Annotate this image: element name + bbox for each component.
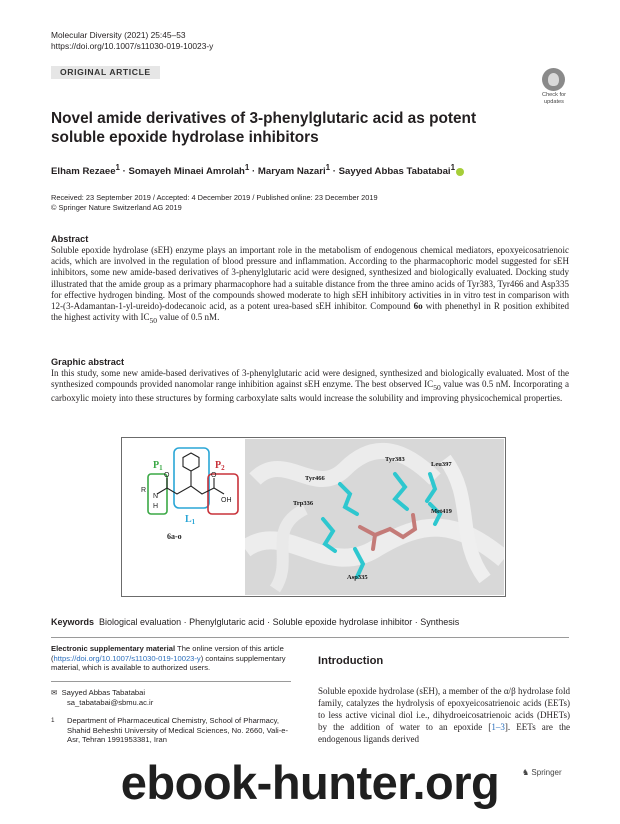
- intro-text: ]. EETs are the endogenous ligands derived: [318, 721, 570, 744]
- esm-link[interactable]: https://doi.org/10.1007/s11030-019-10023-y: [53, 653, 201, 663]
- copyright-line: © Springer Nature Switzerland AG 2019: [51, 203, 182, 212]
- author-name[interactable]: Sayyed Abbas Tabatabai: [338, 166, 451, 178]
- esm-label: Electronic supplementary material: [51, 644, 176, 653]
- author-list: [51, 163, 464, 177]
- journal-citation: Molecular Diversity (2021) 25:45–53: [51, 30, 186, 40]
- article-title: Novel amide derivatives of 3-phenylglutaric acid as potent soluble epoxide hydrolase inhibitors: [51, 110, 477, 146]
- introduction-body: [318, 686, 570, 746]
- docking-image: [245, 439, 504, 595]
- article-type-badge: ORIGINAL ARTICLE: [51, 66, 160, 79]
- r-group-label: R: [141, 487, 147, 494]
- doi-line[interactable]: https://doi.org/10.1007/s11030-019-10023-y: [51, 41, 214, 51]
- compound-id: 6o: [413, 301, 423, 312]
- check-for-updates-button[interactable]: [537, 67, 571, 107]
- docking-render: [245, 439, 504, 595]
- abstract-text: with phenethyl in R position exhibited the highest activity with IC: [51, 301, 569, 323]
- ga-text: value was 0.5 nM. Incorporating a carboxylic moiety into these structures by forming carboxylate salts would increase the solubility and improving physicochemical properties.: [51, 379, 569, 404]
- author-separator: ·: [249, 166, 258, 178]
- supplementary-note: [51, 644, 291, 673]
- author-name[interactable]: Maryam Nazari: [257, 166, 326, 178]
- introduction-heading: Introduction: [318, 655, 384, 667]
- subscript: 50: [433, 383, 441, 392]
- author-name[interactable]: Somayeh Minaei Amrolah: [128, 166, 245, 178]
- p2-label: $P_2$: [215, 460, 225, 472]
- author-separator: ·: [119, 166, 129, 178]
- chemical-structure: [122, 438, 242, 596]
- corresponding-author: [51, 688, 291, 707]
- ga-text: In this study, some new amide-based derivatives of 3-phenylglutaric acid were designed, synthesized and biologically evaluated. Most of the synthesized compounds provided nanomolar range inhibition against sEH enzyme. The best observed IC: [51, 368, 569, 390]
- affil-sup: 1: [450, 163, 456, 172]
- residue-label-tyr383: Tyr383: [385, 456, 405, 463]
- intro-text: Soluble epoxide hydrolase (sEH), a member of the α/β hydrolase fold family, catalyzes the hydrolysis of epoxyeicosatrienoic acids (EETs) to less active vicinal diol i.e., dihydroeicosatrienoic acids (DHETs) by the addition of water to an epoxide [: [318, 686, 570, 732]
- affil-sup: 1: [115, 163, 120, 172]
- oxygen-label: O: [164, 472, 170, 479]
- affiliation-number: 1: [51, 717, 55, 724]
- keywords-label: Keywords: [51, 617, 95, 627]
- hydrogen-label: H: [153, 503, 159, 510]
- check-updates-icon: [542, 68, 565, 91]
- residue-label-tyr466: Tyr466: [305, 475, 325, 482]
- affiliation-text: Department of Pharmaceutical Chemistry, School of Pharmacy, Shahid Beheshti University of Medical Sciences, No. 2660, Vali-e-Asr, Tehran 1991953381, Iran: [67, 716, 289, 745]
- abstract-text: Soluble epoxide hydrolase (sEH) enzyme plays an important role in the metabolism of endogenous chemical mediators, epoxyeicosatrienoic acids, which are involved in the regulation of blood pressure and inflammation. According to the pharmacophoric model suggested for sEH inhibitors, some new amide-based derivatives of 3-phenylglutaric acid were designed, synthesized and biologically evaluated. Docking study illustrated that the amide group as a primary pharmacophore had a suitable distance from the three amino acids of Tyr383, Tyr466 and Asp335 for effective hydrogen binding. Most of the compounds showed moderate to high sEH inhibitory activities in in vitro test in comparison with 12-(3-Adamantan-1-yl-ureido)-dodecanoic acid, as a potent urea-based sEH inhibitor. Compound: [51, 245, 569, 312]
- nitrogen-label: N: [153, 493, 159, 500]
- oxygen-label: O: [211, 472, 217, 479]
- residue-label-asp335: Asp335: [347, 574, 368, 581]
- divider: [51, 637, 569, 638]
- affiliation: [51, 716, 291, 745]
- springer-horse-icon: ♞: [522, 768, 530, 777]
- publisher-name: Springer: [531, 768, 562, 777]
- esm-text: ) contains supplementary material, which is available to authorized users.: [51, 653, 286, 673]
- envelope-icon: ✉: [51, 688, 58, 697]
- esm-text: The online version of this article (: [51, 644, 284, 663]
- contact-email[interactable]: sa_tabatabai@sbmu.ac.ir: [67, 697, 154, 707]
- check-updates-label: Check for updates: [542, 92, 566, 105]
- orcid-icon[interactable]: [456, 168, 464, 176]
- affil-sup: 1: [325, 163, 331, 172]
- watermark: ebook-hunter.org: [120, 756, 500, 809]
- hydroxyl-label: OH: [221, 497, 232, 504]
- citation-link[interactable]: 1–3: [491, 721, 505, 732]
- keywords: [51, 617, 459, 627]
- author-separator: ·: [330, 166, 339, 178]
- affil-sup: 1: [244, 163, 250, 172]
- graphic-abstract-heading: Graphic abstract: [51, 357, 125, 367]
- l1-label: $L_1$: [185, 514, 196, 526]
- keywords-list: Biological evaluation · Phenylglutaric acid · Soluble epoxide hydrolase inhibitor · Synthesis: [99, 617, 460, 627]
- abstract-body: [51, 245, 569, 326]
- phenyl-ring: [183, 453, 199, 471]
- graphic-abstract-body: [51, 368, 569, 404]
- publisher-logo: [522, 768, 562, 777]
- journal-header: [51, 30, 213, 52]
- contact-name: Sayyed Abbas Tabatabai: [61, 688, 146, 697]
- dates-line: Received: 23 September 2019 / Accepted: 4 December 2019 / Published online: 23 December 2019: [51, 193, 378, 202]
- residue-label-leu397: Leu397: [431, 461, 452, 468]
- residue-label-met419: Met419: [431, 508, 452, 515]
- residue-label-trp336: Trp336: [293, 500, 314, 507]
- publication-dates: [51, 193, 378, 213]
- p1-label: $P_1$: [153, 460, 163, 472]
- graphic-abstract-figure: [121, 437, 506, 597]
- compound-series-label: 6a-o: [167, 532, 182, 541]
- divider: [51, 681, 291, 682]
- abstract-text: value of 0.5 nM.: [157, 312, 220, 323]
- subscript: 50: [149, 316, 158, 326]
- abstract-heading: Abstract: [51, 234, 89, 244]
- author-name[interactable]: Elham Rezaee: [51, 166, 116, 178]
